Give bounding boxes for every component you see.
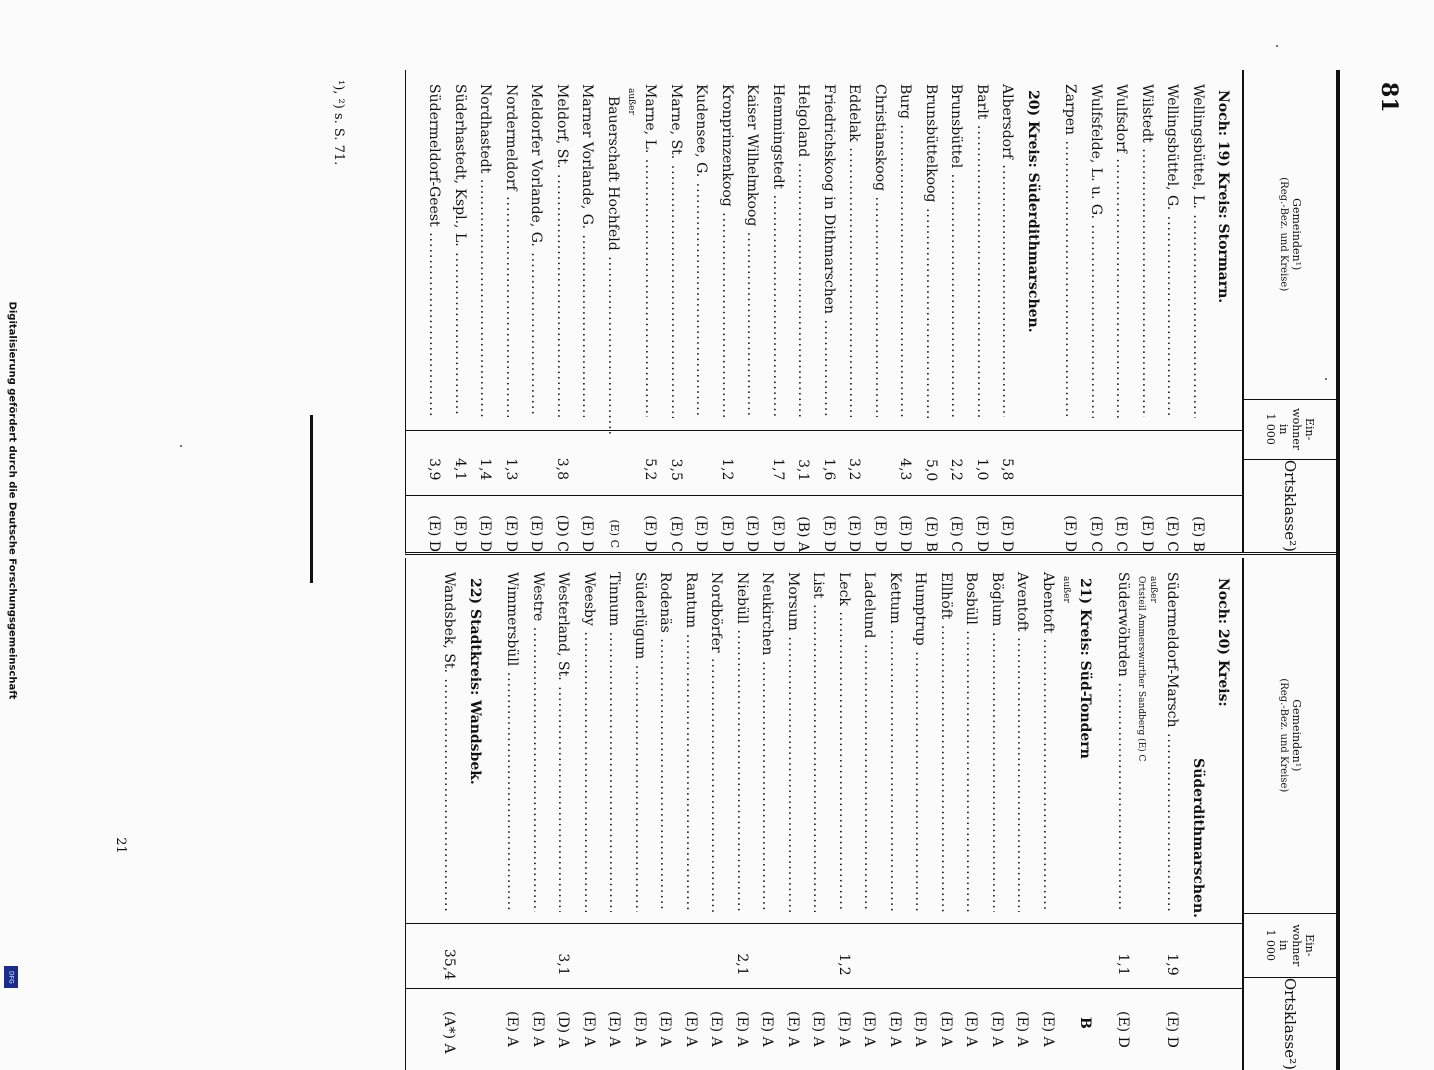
municipality-name: Weesby .....	[581, 558, 597, 912]
header-population	[1244, 400, 1336, 460]
header-pop-line4: 1 000	[1264, 413, 1277, 445]
locality-class: (E) D	[897, 515, 914, 552]
locality-class: (E) A	[988, 1011, 1005, 1047]
table-row	[882, 558, 908, 1070]
municipality-name: Noch: 19) Kreis: Stormarn.	[1215, 90, 1232, 304]
table-row	[918, 70, 944, 552]
population-value: 35,4	[441, 948, 458, 981]
table-row	[740, 70, 766, 552]
municipality-name: Brunsbüttel .....	[948, 70, 964, 418]
population-value: 3,5	[667, 458, 684, 481]
locality-class: (A*) A	[441, 1011, 458, 1054]
locality-class: (E) D	[642, 515, 659, 552]
table-row	[1010, 558, 1036, 1070]
locality-class: (E) B	[922, 516, 939, 552]
population-value: 5,0	[922, 459, 939, 482]
table-row	[500, 558, 526, 1070]
municipality-name: Marner Vorlande, G. .....	[579, 70, 595, 417]
scan-page-number: 21	[112, 837, 128, 854]
locality-class: (E) A	[708, 1011, 725, 1047]
municipality-name: Süderhastedt, Kspl., L. .....	[452, 70, 468, 417]
table-header	[1242, 558, 1336, 1070]
table-row	[1160, 558, 1186, 1070]
population-value: 1,9	[1164, 953, 1181, 976]
municipality-name: Meldorf, St. .....	[554, 70, 570, 417]
locality-class: (E) A	[606, 1011, 623, 1047]
municipality-name: Süderwöhrden .....	[1115, 558, 1131, 912]
locality-class: (E) D	[1138, 515, 1155, 552]
table-row	[1160, 70, 1186, 552]
locality-class: (B) A	[795, 516, 812, 552]
table-row	[678, 558, 704, 1070]
locality-class: (D) A	[555, 1011, 572, 1048]
class-note: (E) C	[608, 519, 622, 548]
table-row	[780, 558, 806, 1070]
population-value: 1,3	[502, 458, 519, 481]
municipality-name: Tinnum .....	[606, 558, 622, 912]
locality-class: (E) C	[948, 515, 965, 552]
locality-class: (E) A	[784, 1011, 801, 1047]
locality-class: (E) D	[1062, 515, 1079, 552]
municipality-name: Wellingsbüttel, G. .....	[1164, 70, 1180, 418]
table-row	[437, 558, 463, 1070]
municipality-name: 22) Stadtkreis: Wandsbek.	[466, 578, 483, 785]
population-value: 1,2	[835, 953, 852, 976]
scan-speck	[180, 445, 182, 447]
table-row	[1211, 70, 1237, 552]
locality-class: (E) A	[861, 1011, 878, 1047]
table-row	[755, 558, 781, 1070]
population-value: 4,1	[451, 458, 468, 481]
municipality-table	[426, 70, 1340, 1070]
municipality-name: Humptrup .....	[912, 558, 928, 912]
table-row	[473, 70, 499, 552]
population-value: 1,1	[1114, 953, 1131, 976]
table-row	[944, 70, 970, 552]
municipality-name: Kettum .....	[887, 558, 903, 912]
page-number: 81	[1376, 82, 1402, 113]
population-value: 2,2	[948, 458, 965, 481]
population-value: 3,1	[795, 459, 812, 482]
municipality-name: Nordbörfer .....	[708, 558, 724, 912]
locality-class: (E) A	[963, 1011, 980, 1047]
digitization-credit	[0, 0, 24, 1000]
municipality-name: Wellingsbüttel, L. .....	[1190, 70, 1206, 418]
municipality-name: Friedrichskoog in Dithmarschen .....	[821, 70, 837, 417]
table-row	[1083, 70, 1109, 552]
municipality-name: Böglum .....	[989, 558, 1005, 912]
locality-class: (E) C	[1164, 515, 1181, 552]
table-row	[969, 70, 995, 552]
table-row	[1073, 558, 1099, 1070]
table-row	[689, 70, 715, 552]
header-pop-line2: wohner	[1290, 408, 1303, 451]
municipality-name: Wulfsfelde, L. u. G. .....	[1088, 70, 1104, 418]
table-header	[1242, 70, 1336, 552]
municipality-name: Kaiser Wilhelmkoog .....	[744, 70, 760, 417]
table-row	[984, 558, 1010, 1070]
scan-speck	[1276, 45, 1278, 47]
locality-class: (E) A	[1014, 1011, 1031, 1047]
municipality-name: List .....	[810, 558, 826, 912]
locality-class: (E) A	[529, 1011, 546, 1047]
municipality-name: Süderlügum .....	[632, 558, 648, 912]
scan-margin-bar	[310, 415, 313, 583]
population-value: 1,0	[973, 458, 990, 481]
page-content	[340, 70, 1402, 1070]
table-row	[842, 70, 868, 552]
header-pop-line3: in	[1277, 939, 1290, 951]
header-name-title: Gemeinden¹)	[1290, 198, 1303, 271]
table-row	[857, 558, 883, 1070]
table-row	[524, 70, 550, 552]
locality-class: (E) C	[1087, 515, 1104, 552]
population-value: 3,2	[846, 458, 863, 481]
municipality-name: außer	[1148, 576, 1159, 603]
municipality-name: Helgoland .....	[795, 70, 811, 418]
header-class	[1244, 460, 1336, 552]
table-row	[462, 558, 488, 1070]
municipality-name: Wandsbek, St. .....	[441, 558, 457, 912]
municipality-name: Ellhöft .....	[938, 558, 954, 912]
table-right-half	[405, 558, 1336, 1070]
table-row	[653, 558, 679, 1070]
population-value: 1,2	[718, 458, 735, 481]
municipality-name: Eddelak .....	[846, 70, 862, 417]
municipality-name: 21) Kreis: Süd-Tondern	[1077, 578, 1094, 759]
population-value: 5,2	[642, 458, 659, 481]
table-row	[626, 70, 638, 552]
locality-class: (E) D	[579, 515, 596, 552]
locality-class: (E) A	[1039, 1011, 1056, 1047]
population-value: 1,4	[477, 458, 494, 481]
table-row	[729, 558, 755, 1070]
table-row	[422, 70, 448, 552]
table-row	[765, 70, 791, 552]
locality-class: (E) D	[1114, 1011, 1131, 1048]
population-value: 3,8	[553, 457, 570, 480]
locality-class: (E) A	[886, 1011, 903, 1047]
locality-class: (E) B	[1189, 516, 1206, 552]
header-pop-line2: wohner	[1290, 924, 1303, 967]
locality-class: (E) D	[973, 515, 990, 552]
locality-class: (E) D	[502, 515, 519, 552]
locality-class: (E) D	[718, 515, 735, 552]
locality-class: (E) A	[937, 1011, 954, 1047]
locality-class: (E) D	[451, 515, 468, 552]
locality-class: (E) A	[733, 1011, 750, 1047]
municipality-name: 20) Kreis: Süderdithmarschen.	[1024, 90, 1041, 333]
locality-class: (E) D	[769, 515, 786, 552]
table-row	[1046, 70, 1058, 552]
table-row	[933, 558, 959, 1070]
table-row	[867, 70, 893, 552]
locality-class: (E) D	[871, 515, 888, 552]
table-row	[1110, 558, 1136, 1070]
municipality-name: Meldorfer Vorlande, G. .....	[528, 70, 544, 417]
municipality-name: Wulfsdorf .....	[1113, 70, 1129, 418]
municipality-name: Barlt .....	[974, 70, 990, 417]
locality-class: (E) A	[682, 1011, 699, 1047]
municipality-name: Westerland, St. .....	[555, 558, 571, 912]
table-row	[995, 70, 1021, 552]
table-row	[602, 558, 628, 1070]
table-row	[791, 70, 817, 552]
header-class-text: Ortsklasse²)	[1281, 977, 1300, 1070]
municipality-name: Bosbüll .....	[963, 558, 979, 912]
locality-class: (E) A	[580, 1011, 597, 1047]
municipality-name: Niebüll .....	[734, 558, 750, 912]
table-row	[806, 558, 832, 1070]
municipality-name: Wilstedt .....	[1139, 70, 1155, 417]
municipality-name: Kronprinzenkoog .....	[719, 70, 735, 417]
table-row	[908, 558, 934, 1070]
municipality-name: Marne, L. .....	[642, 70, 658, 417]
population-value: 4,3	[897, 458, 914, 481]
header-class	[1244, 978, 1336, 1070]
table-row	[1035, 558, 1061, 1070]
table-row	[447, 70, 473, 552]
table-row	[1211, 558, 1237, 1070]
municipality-name: Kudensee, G. .....	[693, 70, 709, 417]
locality-class: (E) D	[999, 515, 1016, 552]
table-row	[663, 70, 689, 552]
table-row	[1185, 558, 1211, 1070]
rotated-page	[340, 70, 1402, 1070]
header-name-sub: (Reg.-Bez. und Kreise)	[1278, 678, 1289, 793]
left-rows	[422, 70, 1237, 552]
footnote: ¹), ²) s. S. 71.	[331, 80, 346, 166]
table-row	[1061, 558, 1073, 1070]
table-row	[831, 558, 857, 1070]
locality-class: (E) A	[657, 1011, 674, 1047]
locality-class: (E) D	[477, 515, 494, 552]
locality-class: (D) C	[553, 514, 570, 552]
locality-class: (E) D	[820, 515, 837, 552]
municipality-name: Zarpen .....	[1062, 70, 1078, 417]
municipality-name: Westre .....	[530, 558, 546, 912]
municipality-name: Christianskoog .....	[872, 70, 888, 417]
locality-class: (E) D	[744, 515, 761, 552]
population-value: 3,9	[426, 458, 443, 481]
table-row	[704, 558, 730, 1070]
municipality-name: Nordhastedt .....	[477, 70, 493, 417]
locality-class: (E) D	[426, 515, 443, 552]
header-pop-line1: Ein-	[1303, 417, 1316, 441]
right-rows	[437, 558, 1237, 1070]
municipality-name: Südermeldorf-Geest .....	[426, 70, 442, 417]
locality-class: (E) C	[667, 515, 684, 552]
dfg-logo: DFG	[4, 966, 18, 988]
municipality-name: Nordermeldorf .....	[503, 70, 519, 417]
table-row	[1185, 70, 1211, 552]
table-row	[1058, 70, 1084, 552]
municipality-name: Burg .....	[897, 70, 913, 417]
locality-class: (E) C	[1113, 515, 1130, 552]
table-row	[549, 70, 575, 552]
table-row	[551, 558, 577, 1070]
table-top-rule	[1336, 70, 1340, 1070]
municipality-name: Ortsteil Ammerswurther Sandberg (E) C	[1136, 576, 1147, 762]
population-value: 2,1	[733, 953, 750, 976]
table-row	[1020, 70, 1046, 552]
header-pop-line4: 1 000	[1264, 929, 1277, 961]
table-row	[1134, 70, 1160, 552]
municipality-name: Ladelund .....	[861, 558, 877, 912]
locality-class: (E) A	[631, 1011, 648, 1047]
municipality-name: außer	[1061, 576, 1072, 603]
locality-class: (E) D	[693, 515, 710, 552]
locality-class: (E) A	[504, 1011, 521, 1047]
table-row	[627, 558, 653, 1070]
locality-class: (E) A	[912, 1011, 929, 1047]
municipality-name: Bauerschaft Hochfeld .....	[605, 70, 621, 436]
locality-class: B	[1077, 1017, 1094, 1029]
table-row	[1148, 558, 1160, 1070]
locality-class: (E) D	[528, 515, 545, 552]
table-row	[638, 70, 664, 552]
header-name-title: Gemeinden¹)	[1290, 699, 1303, 772]
header-pop-line3: in	[1277, 423, 1290, 435]
table-row	[893, 70, 919, 552]
municipality-name: Hemmingstedt .....	[770, 70, 786, 417]
locality-class: (E) D	[846, 515, 863, 552]
table-row	[498, 70, 524, 552]
locality-class: (E) A	[759, 1011, 776, 1047]
municipality-name: Neukirchen .....	[759, 558, 775, 912]
table-row	[1136, 558, 1148, 1070]
table-row	[1109, 70, 1135, 552]
locality-class: (E) D	[1164, 1011, 1181, 1048]
header-municipalities	[1244, 70, 1336, 400]
municipality-name: Rantum .....	[683, 558, 699, 912]
digitization-credit-text: Digitalisierung gefördert durch die Deutsche Forschungsgemeinschaft	[6, 301, 18, 699]
municipality-name: Leck .....	[836, 558, 852, 912]
population-value: 3,1	[555, 953, 572, 976]
municipality-name: Noch: 20) Kreis:	[1215, 578, 1232, 707]
municipality-name: Aventoft .....	[1014, 558, 1030, 912]
table-row	[575, 70, 601, 552]
municipality-name: Abentoft .....	[1040, 558, 1056, 912]
table-row	[525, 558, 551, 1070]
population-value: 5,8	[999, 458, 1016, 481]
locality-class: (E) A	[810, 1011, 827, 1047]
population-value: 1,6	[820, 458, 837, 481]
table-row	[576, 558, 602, 1070]
municipality-name: Rodenäs .....	[657, 558, 673, 912]
municipality-name: außer	[626, 88, 637, 115]
municipality-name: Morsum .....	[785, 558, 801, 912]
header-name-sub: (Reg.-Bez. und Kreise)	[1278, 177, 1289, 292]
municipality-name: Brunsbüttelkoog .....	[923, 70, 939, 418]
header-municipalities	[1244, 558, 1336, 914]
table-row	[1098, 558, 1110, 1070]
table-row	[714, 70, 740, 552]
table-row	[600, 70, 626, 552]
table-row	[488, 558, 500, 1070]
locality-class: (E) A	[835, 1011, 852, 1047]
table-row	[959, 558, 985, 1070]
population-value: 1,7	[769, 458, 786, 481]
municipality-name: Marne, St. .....	[668, 70, 684, 418]
municipality-name: Süderdithmarschen.	[1189, 758, 1206, 918]
municipality-name: Wimmersbüll .....	[504, 558, 520, 912]
table-left-half	[405, 70, 1336, 555]
municipality-name: Albersdorf .....	[999, 70, 1015, 417]
header-class-text: Ortsklasse²)	[1281, 459, 1300, 552]
table-row	[816, 70, 842, 552]
municipality-name: Südermeldorf-Marsch .....	[1164, 558, 1180, 912]
header-pop-line1: Ein-	[1303, 934, 1316, 957]
header-population	[1244, 914, 1336, 978]
